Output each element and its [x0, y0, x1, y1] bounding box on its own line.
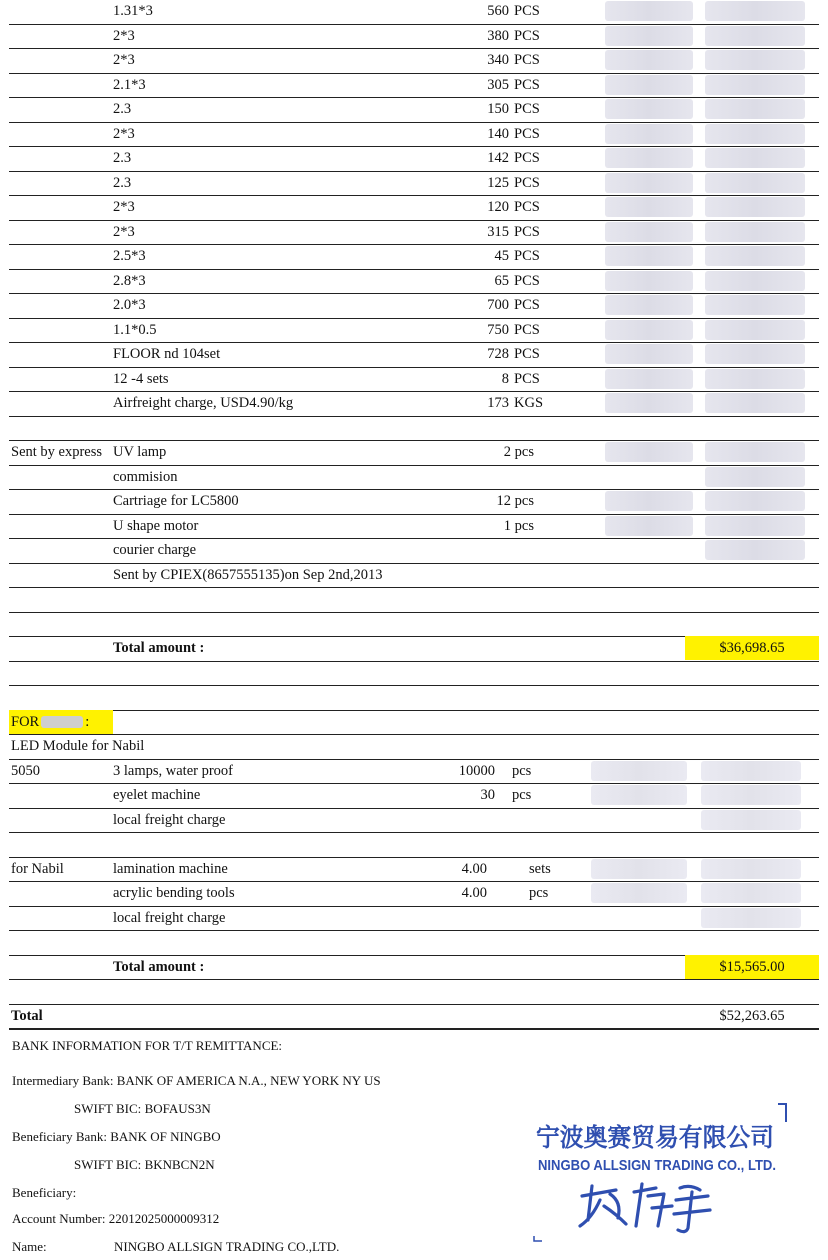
- nabil-item-unit: pcs: [529, 885, 549, 901]
- section-row: [9, 734, 819, 760]
- redacted-amount: [705, 173, 805, 193]
- redacted-unit-price: [605, 246, 693, 266]
- redacted-unit-price: [591, 883, 687, 903]
- redacted-unit-price: [605, 50, 693, 70]
- redacted-unit-price: [605, 516, 693, 536]
- item-quantity: 142: [487, 150, 509, 166]
- swift-label-2: SWIFT BIC:: [74, 1157, 142, 1172]
- express-item-quantity: 12 pcs: [496, 493, 534, 509]
- item-description: 12 -4 sets: [113, 370, 169, 387]
- line-item-row: [9, 195, 819, 221]
- nabil-item-unit: pcs: [512, 787, 532, 803]
- line-item-row: [9, 73, 819, 99]
- redacted-amount: [701, 785, 801, 805]
- item-quantity: 750: [487, 321, 509, 338]
- redacted-amount: [705, 369, 805, 389]
- express-item-quantity: 2 pcs: [503, 444, 534, 460]
- item-quantity: 120: [487, 199, 509, 215]
- total-value-1: $36,698.65: [685, 636, 819, 660]
- spacer-row: [9, 930, 819, 956]
- express-item-description: courier charge: [113, 542, 197, 558]
- item-unit: PCS: [514, 174, 540, 191]
- item-unit: PCS: [514, 27, 540, 44]
- stamp-corner-top: [778, 1104, 786, 1122]
- redacted-amount: [705, 393, 805, 413]
- line-item-row: [9, 367, 819, 393]
- item-unit: PCS: [514, 370, 540, 387]
- item-description: 2*3: [113, 27, 135, 44]
- beneficiary-bank-line: [12, 1129, 221, 1145]
- redacted-amount: [705, 124, 805, 144]
- item-quantity: 315: [487, 223, 509, 240]
- stamp-cn-text: 宁波奥赛贸易有限公司: [536, 1123, 774, 1152]
- swift-value-2: BKNBCN2N: [144, 1157, 215, 1172]
- intermediary-bank-label: Intermediary Bank:: [12, 1073, 114, 1088]
- spacer-row: [9, 979, 819, 1005]
- redacted-unit-price: [605, 99, 693, 119]
- item-unit: PCS: [514, 52, 540, 68]
- beneficiary-label: Beneficiary:: [12, 1185, 77, 1200]
- item-quantity: 340: [487, 52, 509, 68]
- nabil-item-description: local freight charge: [113, 909, 226, 926]
- redacted-amount: [705, 442, 805, 462]
- item-description: Airfreight charge, USD4.90/kg: [113, 395, 294, 411]
- line-item-row: [9, 24, 819, 50]
- item-description: 2*3: [113, 52, 135, 68]
- redacted-amount: [701, 883, 801, 903]
- express-item-row: [9, 465, 819, 491]
- redacted-amount: [705, 148, 805, 168]
- nabil-item-unit: pcs: [512, 762, 532, 779]
- line-item-row: [9, 171, 819, 197]
- redacted-amount: [705, 75, 805, 95]
- redacted-unit-price: [605, 197, 693, 217]
- redacted-amount: [705, 295, 805, 315]
- beneficiary-bank-label: Beneficiary Bank:: [12, 1129, 107, 1144]
- express-note: Sent by CPIEX(8657555135)on Sep 2nd,2013: [113, 566, 383, 583]
- redacted-unit-price: [605, 369, 693, 389]
- group-label: for Nabil: [11, 860, 64, 877]
- line-item-row: [9, 318, 819, 344]
- item-description: 2.3: [113, 150, 132, 166]
- nabil-item-row: [9, 759, 819, 785]
- nabil-item-quantity: 4.00: [461, 885, 487, 901]
- beneficiary-bank-value: BANK OF NINGBO: [110, 1129, 221, 1144]
- item-quantity: 140: [487, 125, 509, 142]
- line-item-row: [9, 146, 819, 172]
- item-quantity: 150: [487, 101, 509, 117]
- redacted-unit-price: [605, 491, 693, 511]
- nabil-item-row: [9, 857, 819, 883]
- redacted-amount: [705, 467, 805, 487]
- section-title: LED Module for Nabil: [11, 738, 145, 754]
- item-unit: PCS: [514, 199, 540, 215]
- item-quantity: 728: [487, 346, 509, 362]
- item-quantity: 125: [487, 174, 509, 191]
- express-item-description: commision: [113, 468, 178, 485]
- account-number-value: 22012025000009312: [108, 1211, 220, 1226]
- item-unit: PCS: [514, 101, 540, 117]
- redacted-amount: [705, 99, 805, 119]
- item-description: 1.1*0.5: [113, 321, 157, 338]
- item-unit: PCS: [514, 223, 540, 240]
- nabil-item-quantity: 4.00: [461, 860, 487, 877]
- item-unit: PCS: [514, 272, 540, 289]
- for-header-colon: :: [85, 713, 90, 730]
- redacted-unit-price: [605, 148, 693, 168]
- account-number-label: Account Number:: [12, 1211, 106, 1226]
- group-code: 5050: [11, 762, 40, 779]
- redacted-amount: [705, 320, 805, 340]
- item-unit: PCS: [514, 125, 540, 142]
- item-unit: PCS: [514, 248, 540, 264]
- item-quantity: 380: [487, 27, 509, 44]
- item-unit: PCS: [514, 76, 540, 93]
- express-item-quantity: 1 pcs: [503, 517, 534, 534]
- intermediary-bank-value: BANK OF AMERICA N.A., NEW YORK NY US: [116, 1073, 381, 1088]
- redacted-unit-price: [605, 26, 693, 46]
- for-header-label: FOR: [11, 713, 40, 730]
- item-description: 2.1*3: [113, 76, 146, 93]
- item-unit: PCS: [514, 297, 540, 313]
- redacted-unit-price: [605, 124, 693, 144]
- redacted-amount: [705, 271, 805, 291]
- line-item-row: [9, 97, 819, 123]
- line-item-row: [9, 293, 819, 319]
- stamp-corner-bottom: [534, 1236, 542, 1241]
- swift-line-2: [74, 1157, 215, 1173]
- line-item-row: [9, 391, 819, 417]
- item-quantity: 8: [501, 370, 509, 387]
- redacted-amount: [705, 197, 805, 217]
- redacted-unit-price: [605, 75, 693, 95]
- nabil-item-description: local freight charge: [113, 811, 226, 828]
- intermediary-bank-line: [12, 1073, 381, 1089]
- redacted-amount: [705, 222, 805, 242]
- item-quantity: 700: [487, 297, 509, 313]
- redacted-name: [41, 716, 83, 728]
- item-description: 2.8*3: [113, 272, 146, 289]
- total-label-2: Total amount :: [113, 958, 205, 975]
- item-unit: KGS: [514, 395, 544, 411]
- redacted-unit-price: [605, 222, 693, 242]
- company-stamp: [530, 1100, 788, 1242]
- for-header-row: [9, 710, 819, 736]
- redacted-unit-price: [605, 393, 693, 413]
- item-quantity: 65: [494, 272, 509, 289]
- spacer-row: [9, 832, 819, 858]
- item-description: 2.3: [113, 101, 132, 117]
- redacted-unit-price: [605, 442, 693, 462]
- express-item-row: [9, 489, 819, 515]
- express-item-description: Cartriage for LC5800: [113, 493, 239, 509]
- account-number-line: [12, 1211, 219, 1227]
- item-quantity: 173: [487, 395, 509, 411]
- total-row-2: [9, 955, 819, 981]
- bank-info-title: BANK INFORMATION FOR T/T REMITTANCE:: [12, 1038, 283, 1053]
- spacer-row: [9, 661, 819, 687]
- item-description: FLOOR nd 104set: [113, 346, 221, 362]
- line-item-row: [9, 122, 819, 148]
- nabil-item-description: eyelet machine: [113, 787, 201, 803]
- grand-total-label: Total: [11, 1007, 43, 1024]
- spacer-row: [9, 416, 819, 442]
- express-label: Sent by express: [11, 444, 103, 460]
- for-header: [9, 710, 113, 734]
- spacer-row: [9, 685, 819, 711]
- swift-line-1: [74, 1101, 211, 1117]
- redacted-amount: [705, 540, 805, 560]
- nabil-item-quantity: 10000: [458, 762, 495, 779]
- redacted-amount: [705, 344, 805, 364]
- redacted-amount: [701, 859, 801, 879]
- redacted-amount: [705, 26, 805, 46]
- stamp-en-text: NINGBO ALLSIGN TRADING CO., LTD.: [538, 1157, 776, 1174]
- redacted-unit-price: [591, 785, 687, 805]
- line-item-row: [9, 244, 819, 270]
- express-item-row: [9, 440, 819, 466]
- total-row-1: [9, 636, 819, 662]
- item-description: 2*3: [113, 199, 135, 215]
- item-description: 2*3: [113, 125, 135, 142]
- item-quantity: 305: [487, 76, 509, 93]
- grand-total-row: [9, 1004, 819, 1031]
- item-unit: PCS: [514, 3, 540, 19]
- redacted-amount: [701, 810, 801, 830]
- redacted-unit-price: [605, 295, 693, 315]
- redacted-amount: [701, 761, 801, 781]
- item-quantity: 560: [487, 3, 509, 19]
- item-quantity: 45: [494, 248, 509, 264]
- signature-icon: [580, 1184, 710, 1232]
- redacted-amount: [705, 50, 805, 70]
- express-item-description: UV lamp: [113, 444, 167, 460]
- nabil-item-unit: sets: [529, 860, 551, 877]
- item-description: 2.0*3: [113, 297, 146, 313]
- line-item-row: [9, 220, 819, 246]
- redacted-unit-price: [605, 1, 693, 21]
- express-item-row: [9, 514, 819, 540]
- redacted-amount: [705, 246, 805, 266]
- nabil-item-row: [9, 783, 819, 809]
- express-item-description: U shape motor: [113, 517, 199, 534]
- redacted-unit-price: [605, 173, 693, 193]
- item-unit: PCS: [514, 346, 540, 362]
- nabil-item-description: lamination machine: [113, 860, 228, 877]
- nabil-item-description: 3 lamps, water proof: [113, 762, 233, 779]
- nabil-item-row: [9, 808, 819, 834]
- item-description: 2.5*3: [113, 248, 146, 264]
- item-description: 2*3: [113, 223, 135, 240]
- express-item-row: [9, 538, 819, 564]
- line-item-row: [9, 269, 819, 295]
- swift-label-1: SWIFT BIC:: [74, 1101, 142, 1116]
- redacted-unit-price: [605, 320, 693, 340]
- redacted-unit-price: [605, 271, 693, 291]
- item-unit: PCS: [514, 321, 540, 338]
- nabil-item-description: acrylic bending tools: [113, 885, 235, 901]
- redacted-amount: [705, 491, 805, 511]
- line-item-row: [9, 48, 819, 74]
- redacted-unit-price: [591, 761, 687, 781]
- line-item-row: [9, 342, 819, 368]
- swift-value-1: BOFAUS3N: [144, 1101, 211, 1116]
- nabil-item-row: [9, 881, 819, 907]
- line-item-row: [9, 0, 819, 25]
- total-value-2: $15,565.00: [685, 955, 819, 979]
- redacted-amount: [705, 1, 805, 21]
- grand-total-value: $52,263.65: [719, 1007, 785, 1024]
- item-unit: PCS: [514, 150, 540, 166]
- spacer-row: [9, 612, 819, 638]
- item-description: 2.3: [113, 174, 132, 191]
- nabil-item-quantity: 30: [480, 787, 495, 803]
- spacer-row: [9, 587, 819, 613]
- redacted-unit-price: [605, 344, 693, 364]
- name-value: NINGBO ALLSIGN TRADING CO.,LTD.: [114, 1239, 340, 1254]
- express-note-row: [9, 563, 819, 589]
- name-label: Name:: [12, 1239, 47, 1254]
- redacted-amount: [705, 516, 805, 536]
- item-description: 1.31*3: [113, 3, 153, 19]
- redacted-unit-price: [591, 859, 687, 879]
- nabil-item-row: [9, 906, 819, 932]
- redacted-amount: [701, 908, 801, 928]
- total-label-1: Total amount :: [113, 640, 205, 656]
- beneficiary-name-line: [12, 1239, 339, 1255]
